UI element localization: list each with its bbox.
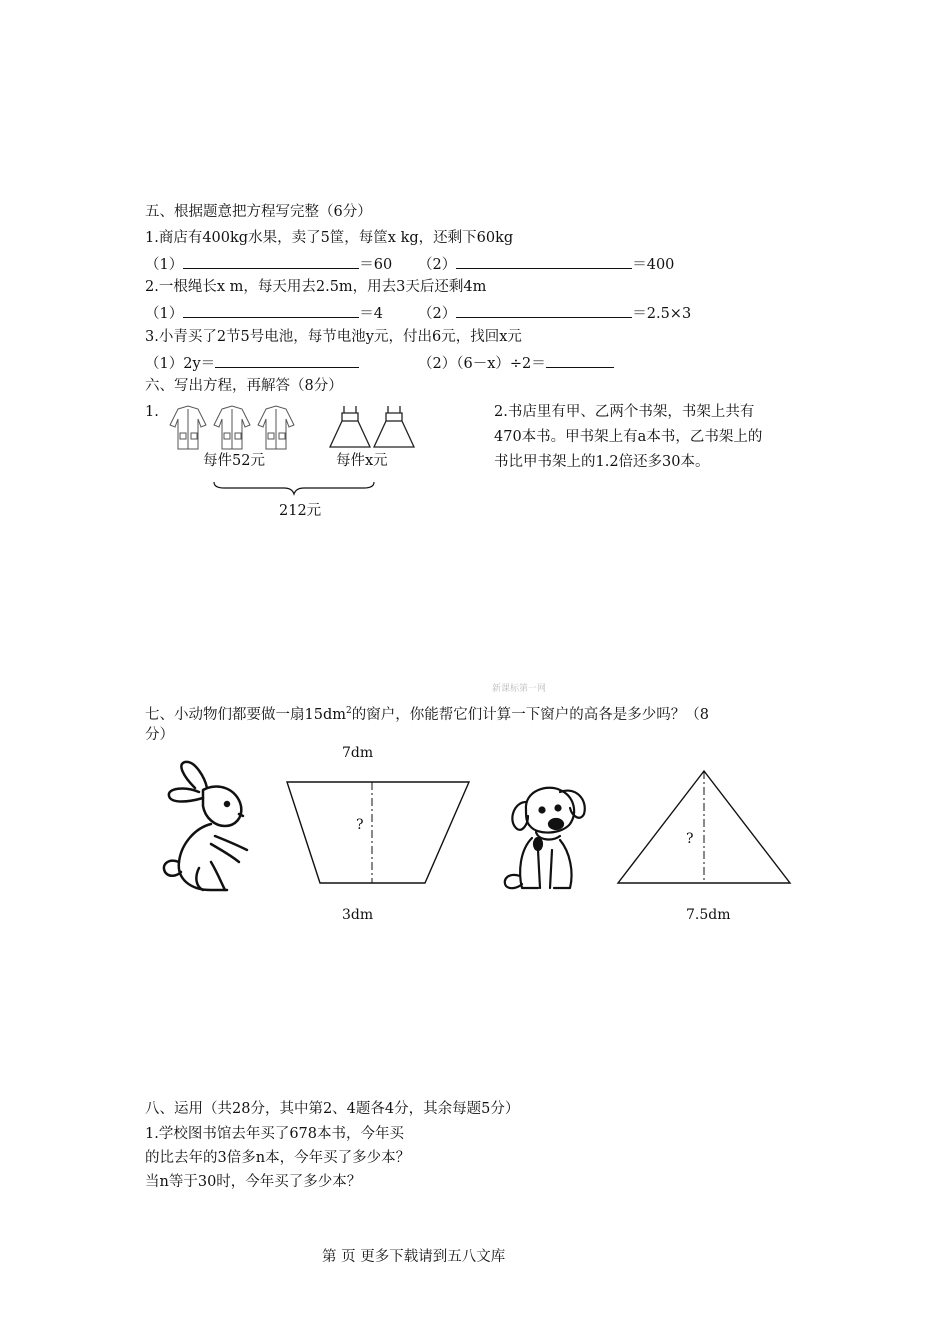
answer-tail: ＝2.5×3 bbox=[632, 306, 692, 322]
answer-blank[interactable] bbox=[456, 254, 632, 269]
problem-6-1-number: 1. bbox=[145, 404, 159, 420]
question-5-1: 1.商店有400kg水果，卖了5筐，每筐x kg，还剩下60kg bbox=[145, 230, 514, 246]
answer-row-5-1b bbox=[418, 254, 674, 274]
trapezoid-height-question: ? bbox=[356, 817, 364, 833]
answer-row-5-3b bbox=[418, 353, 614, 373]
section-7-title-b: 的窗户，你能帮它们计算一下窗户的高各是多少吗？（8 bbox=[351, 706, 709, 723]
section-7-title-line2: 分） bbox=[145, 727, 174, 743]
superscript: 2 bbox=[345, 706, 352, 716]
question-5-2: 2.一根绳长x m，每天用去2.5m，用去3天后还剩4m bbox=[145, 279, 487, 295]
problem-6-2-line3: 书比甲书架上的1.2倍还多30本。 bbox=[494, 454, 710, 470]
section-6-title: 六、写出方程，再解答（8分） bbox=[145, 378, 343, 394]
answer-label-1: （1） bbox=[145, 306, 184, 322]
section-5-title: 五、根据题意把方程写完整（6分） bbox=[145, 204, 372, 220]
answer-blank[interactable] bbox=[183, 303, 359, 318]
coat-icon bbox=[170, 406, 206, 449]
trapezoid-top-label: 7dm bbox=[342, 745, 374, 761]
total-price-label: 212元 bbox=[279, 503, 322, 519]
triangle-base-label: 7.5dm bbox=[686, 907, 731, 923]
trapezoid-figure bbox=[283, 766, 473, 886]
answer-blank[interactable] bbox=[215, 353, 359, 368]
answer-tail: ＝4 bbox=[359, 306, 383, 322]
dress-icon bbox=[374, 406, 414, 447]
coat-icon bbox=[258, 406, 294, 449]
section-8-title: 八、运用（共28分，其中第2、4题各4分，其余每题5分） bbox=[145, 1101, 520, 1117]
rabbit-illustration bbox=[155, 758, 255, 898]
answer-blank[interactable] bbox=[456, 303, 632, 318]
answer-row-5-2 bbox=[145, 303, 383, 323]
answer-row-5-1 bbox=[145, 254, 392, 274]
answer-label-2: （2）（6－x）÷2＝ bbox=[418, 356, 546, 372]
problem-6-2-line2: 470本书。甲书架上有a本书，乙书架上的 bbox=[494, 429, 763, 445]
question-8-1-line2: 的比去年的3倍多n本，今年买了多少本？ bbox=[145, 1150, 411, 1166]
answer-row-5-3 bbox=[145, 353, 359, 373]
page-footer: 第 页 更多下载请到五八文库 bbox=[322, 1249, 506, 1265]
answer-label-2: （2） bbox=[418, 257, 457, 273]
section-7-title-a: 七、小动物们都要做一扇15dm bbox=[145, 706, 346, 723]
answer-tail: ＝400 bbox=[632, 257, 675, 273]
answer-label-1: （1） bbox=[145, 257, 184, 273]
coat-icon bbox=[214, 406, 250, 449]
trapezoid-bottom-label: 3dm bbox=[342, 907, 374, 923]
dress-price-label: 每件x元 bbox=[336, 453, 388, 469]
problem-6-2-line1: 2.书店里有甲、乙两个书架，书架上共有 bbox=[494, 404, 755, 420]
section-7-title bbox=[145, 702, 709, 724]
answer-tail: ＝60 bbox=[359, 257, 393, 273]
question-8-1-line1: 1.学校图书馆去年买了678本书，今年买 bbox=[145, 1126, 405, 1142]
triangle-height-question: ? bbox=[686, 831, 694, 847]
triangle-figure bbox=[614, 767, 794, 887]
question-5-3: 3.小青买了2节5号电池，每节电池y元，付出6元，找回x元 bbox=[145, 329, 522, 345]
coat-price-label: 每件52元 bbox=[203, 453, 265, 469]
dress-icon bbox=[330, 406, 370, 447]
answer-blank[interactable] bbox=[546, 353, 614, 368]
answer-blank[interactable] bbox=[183, 254, 359, 269]
coats-illustration bbox=[168, 403, 318, 453]
dresses-illustration bbox=[330, 403, 420, 453]
brace bbox=[212, 480, 377, 496]
answer-label-2: （2） bbox=[418, 306, 457, 322]
answer-label-1: （1）2y＝ bbox=[145, 356, 216, 372]
question-8-1-line3: 当n等于30时，今年买了多少本？ bbox=[145, 1174, 362, 1190]
puppy-illustration bbox=[498, 780, 593, 895]
answer-row-5-2b bbox=[418, 303, 691, 323]
watermark: 新课标第一网 bbox=[492, 684, 547, 694]
